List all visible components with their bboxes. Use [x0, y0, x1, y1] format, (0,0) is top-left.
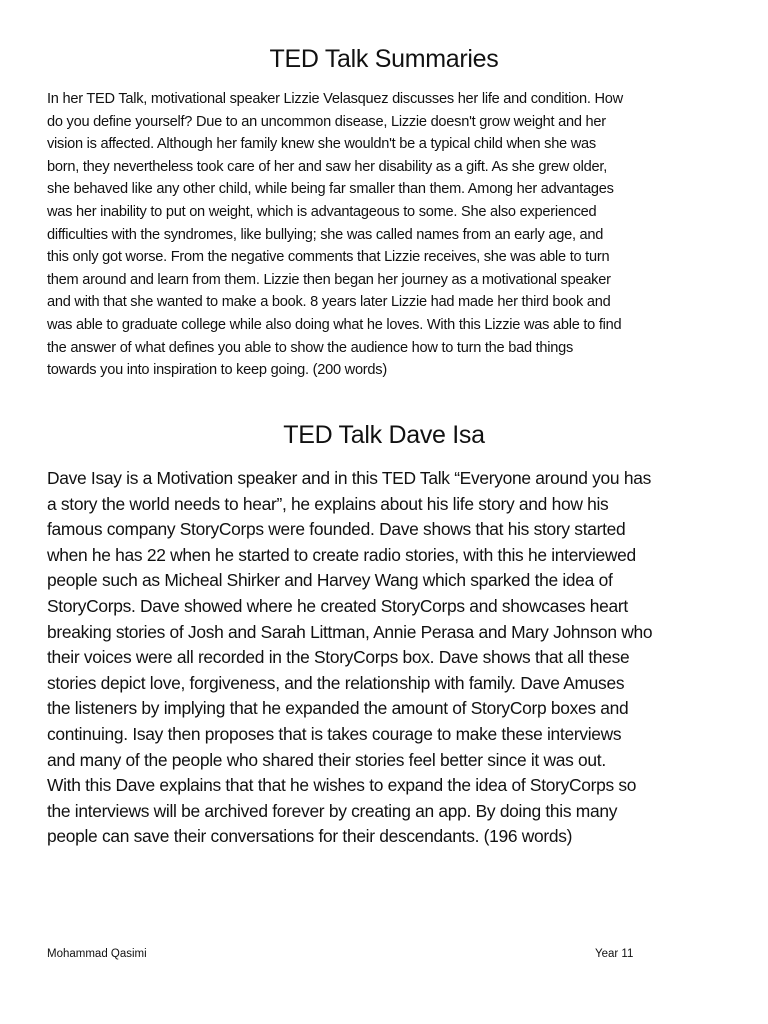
footer-year: Year 11 [595, 948, 634, 960]
paragraph-line: towards you into inspiration to keep going. (200 words) [47, 362, 387, 379]
paragraph-line: With this Dave explains that that he wishes to expand the idea of StoryCorps so [47, 775, 637, 796]
paragraph-line: them around and learn from them. Lizzie then began her journey as a motivational speaker [47, 271, 611, 288]
paragraph-line: their voices were all recorded in the StoryCorps box. Dave shows that all these [47, 647, 630, 668]
paragraph-line: when he has 22 when he started to create radio stories, with this he interviewed [47, 544, 636, 565]
paragraph-line: this only got worse. From the negative comments that Lizzie receives, she was able to turn [47, 249, 610, 266]
footer-author: Mohammad Qasimi [47, 948, 147, 960]
paragraph-line: was able to graduate college while also doing what he loves. With this Lizzie was able to find [47, 316, 622, 333]
paragraph-line: StoryCorps. Dave showed where he created StoryCorps and showcases heart [47, 595, 628, 616]
heading-ted-talk-dave-isa: TED Talk Dave Isa [283, 421, 485, 449]
paragraph-line: stories depict love, forgiveness, and the relationship with family. Dave Amuses [47, 672, 625, 693]
paragraph-line: breaking stories of Josh and Sarah Littman, Annie Perasa and Mary Johnson who [47, 621, 653, 642]
lizzie-summary-paragraph [47, 88, 623, 382]
paragraph-line: continuing. Isay then proposes that is takes courage to make these interviews [47, 723, 622, 744]
paragraph-line: people such as Micheal Shirker and Harvey Wang which sparked the idea of [47, 570, 613, 591]
paragraph-line: she behaved like any other child, while being far smaller than them. Among her advantages [47, 181, 614, 198]
heading-ted-talk-summaries: TED Talk Summaries [269, 45, 499, 73]
paragraph-line: was her inability to put on weight, which is advantageous to some. She also experienced [47, 203, 597, 220]
paragraph-line: and with that she wanted to make a book. 8 years later Lizzie had made her third book and [47, 294, 611, 311]
paragraph-line: vision is affected. Although her family knew she wouldn't be a typical child when she was [47, 136, 596, 153]
paragraph-line: difficulties with the syndromes, like bullying; she was called names from an early age, and [47, 226, 604, 243]
paragraph-line: Dave Isay is a Motivation speaker and in this TED Talk “Everyone around you has [47, 468, 651, 488]
paragraph-line: do you define yourself? Due to an uncommon disease, Lizzie doesn't grow weight and her [47, 113, 606, 130]
paragraph-line: In her TED Talk, motivational speaker Lizzie Velasquez discusses her life and condition. How [47, 91, 623, 107]
paragraph-line: and many of the people who shared their stories feel better since it was out. [47, 749, 606, 770]
paragraph-line: a story the world needs to hear”, he explains about his life story and how his [47, 493, 609, 514]
dave-isay-summary-paragraph [47, 466, 652, 850]
paragraph-line: the listeners by implying that he expanded the amount of StoryCorp boxes and [47, 698, 629, 719]
paragraph-line: born, they nevertheless took care of her and saw her disability as a gift. As she grew older, [47, 158, 608, 175]
paragraph-line: the answer of what defines you able to show the audience how to turn the bad things [47, 339, 574, 356]
paragraph-line: the interviews will be archived forever by creating an app. By doing this many [47, 800, 618, 821]
paragraph-line: famous company StoryCorps were founded. Dave shows that his story started [47, 519, 626, 540]
paragraph-line: people can save their conversations for their descendants. (196 words) [47, 826, 573, 847]
